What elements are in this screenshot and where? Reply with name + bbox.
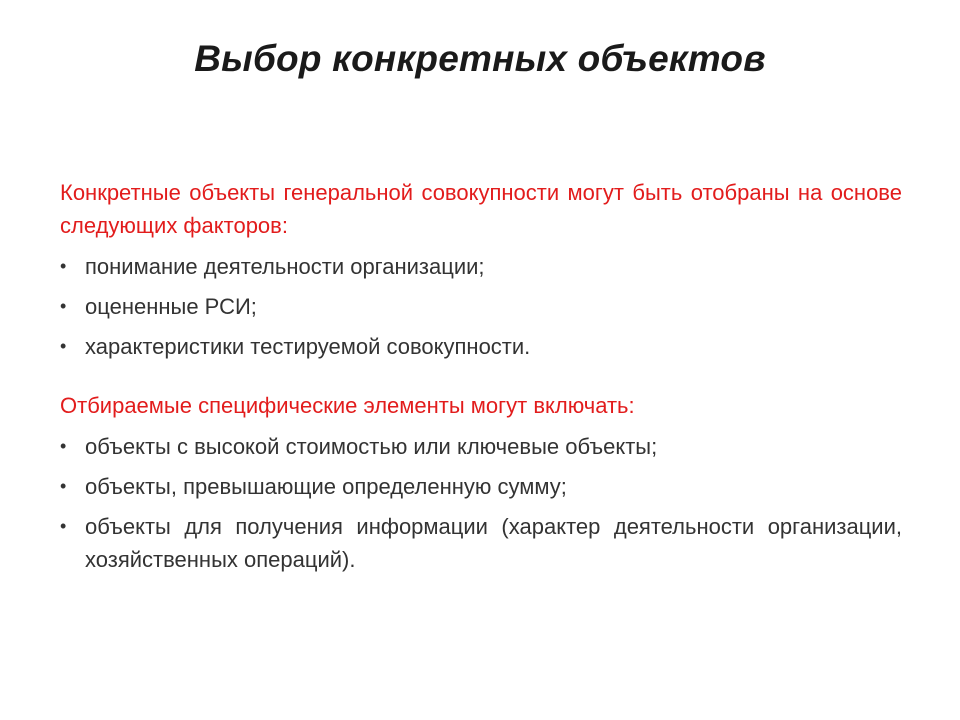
slide-title: Выбор конкретных объектов (194, 38, 766, 79)
slide-body (60, 176, 902, 583)
list-item-text: характеристики тестируемой совокупности. (85, 334, 531, 359)
bullet-icon: • (60, 516, 67, 536)
list-item (60, 250, 902, 283)
list-item-text: понимание деятельности организации; (85, 254, 485, 279)
bullet-list (60, 430, 902, 576)
list-item (60, 510, 902, 576)
section-lead: Конкретные объекты генеральной совокупности могут быть отобраны на основе следующих факторов: (60, 180, 902, 238)
section-lead: Отбираемые специфические элементы могут включать: (60, 393, 635, 418)
section-elements (60, 389, 902, 576)
bullet-icon: • (60, 336, 67, 356)
bullet-icon: • (60, 256, 67, 276)
list-item-text: объекты для получения информации (характер деятельности организации, хозяйственных операций). (85, 514, 902, 572)
list-item (60, 430, 902, 463)
bullet-list (60, 250, 902, 363)
list-item (60, 290, 902, 323)
list-item-text: объекты, превышающие определенную сумму; (85, 474, 567, 499)
list-item-text: оцененные РСИ; (85, 294, 257, 319)
list-item (60, 470, 902, 503)
bullet-icon: • (60, 476, 67, 496)
list-item-text: объекты с высокой стоимостью или ключевые объекты; (85, 434, 658, 459)
bullet-icon: • (60, 296, 67, 316)
bullet-icon: • (60, 436, 67, 456)
section-factors (60, 176, 902, 363)
list-item (60, 330, 902, 363)
